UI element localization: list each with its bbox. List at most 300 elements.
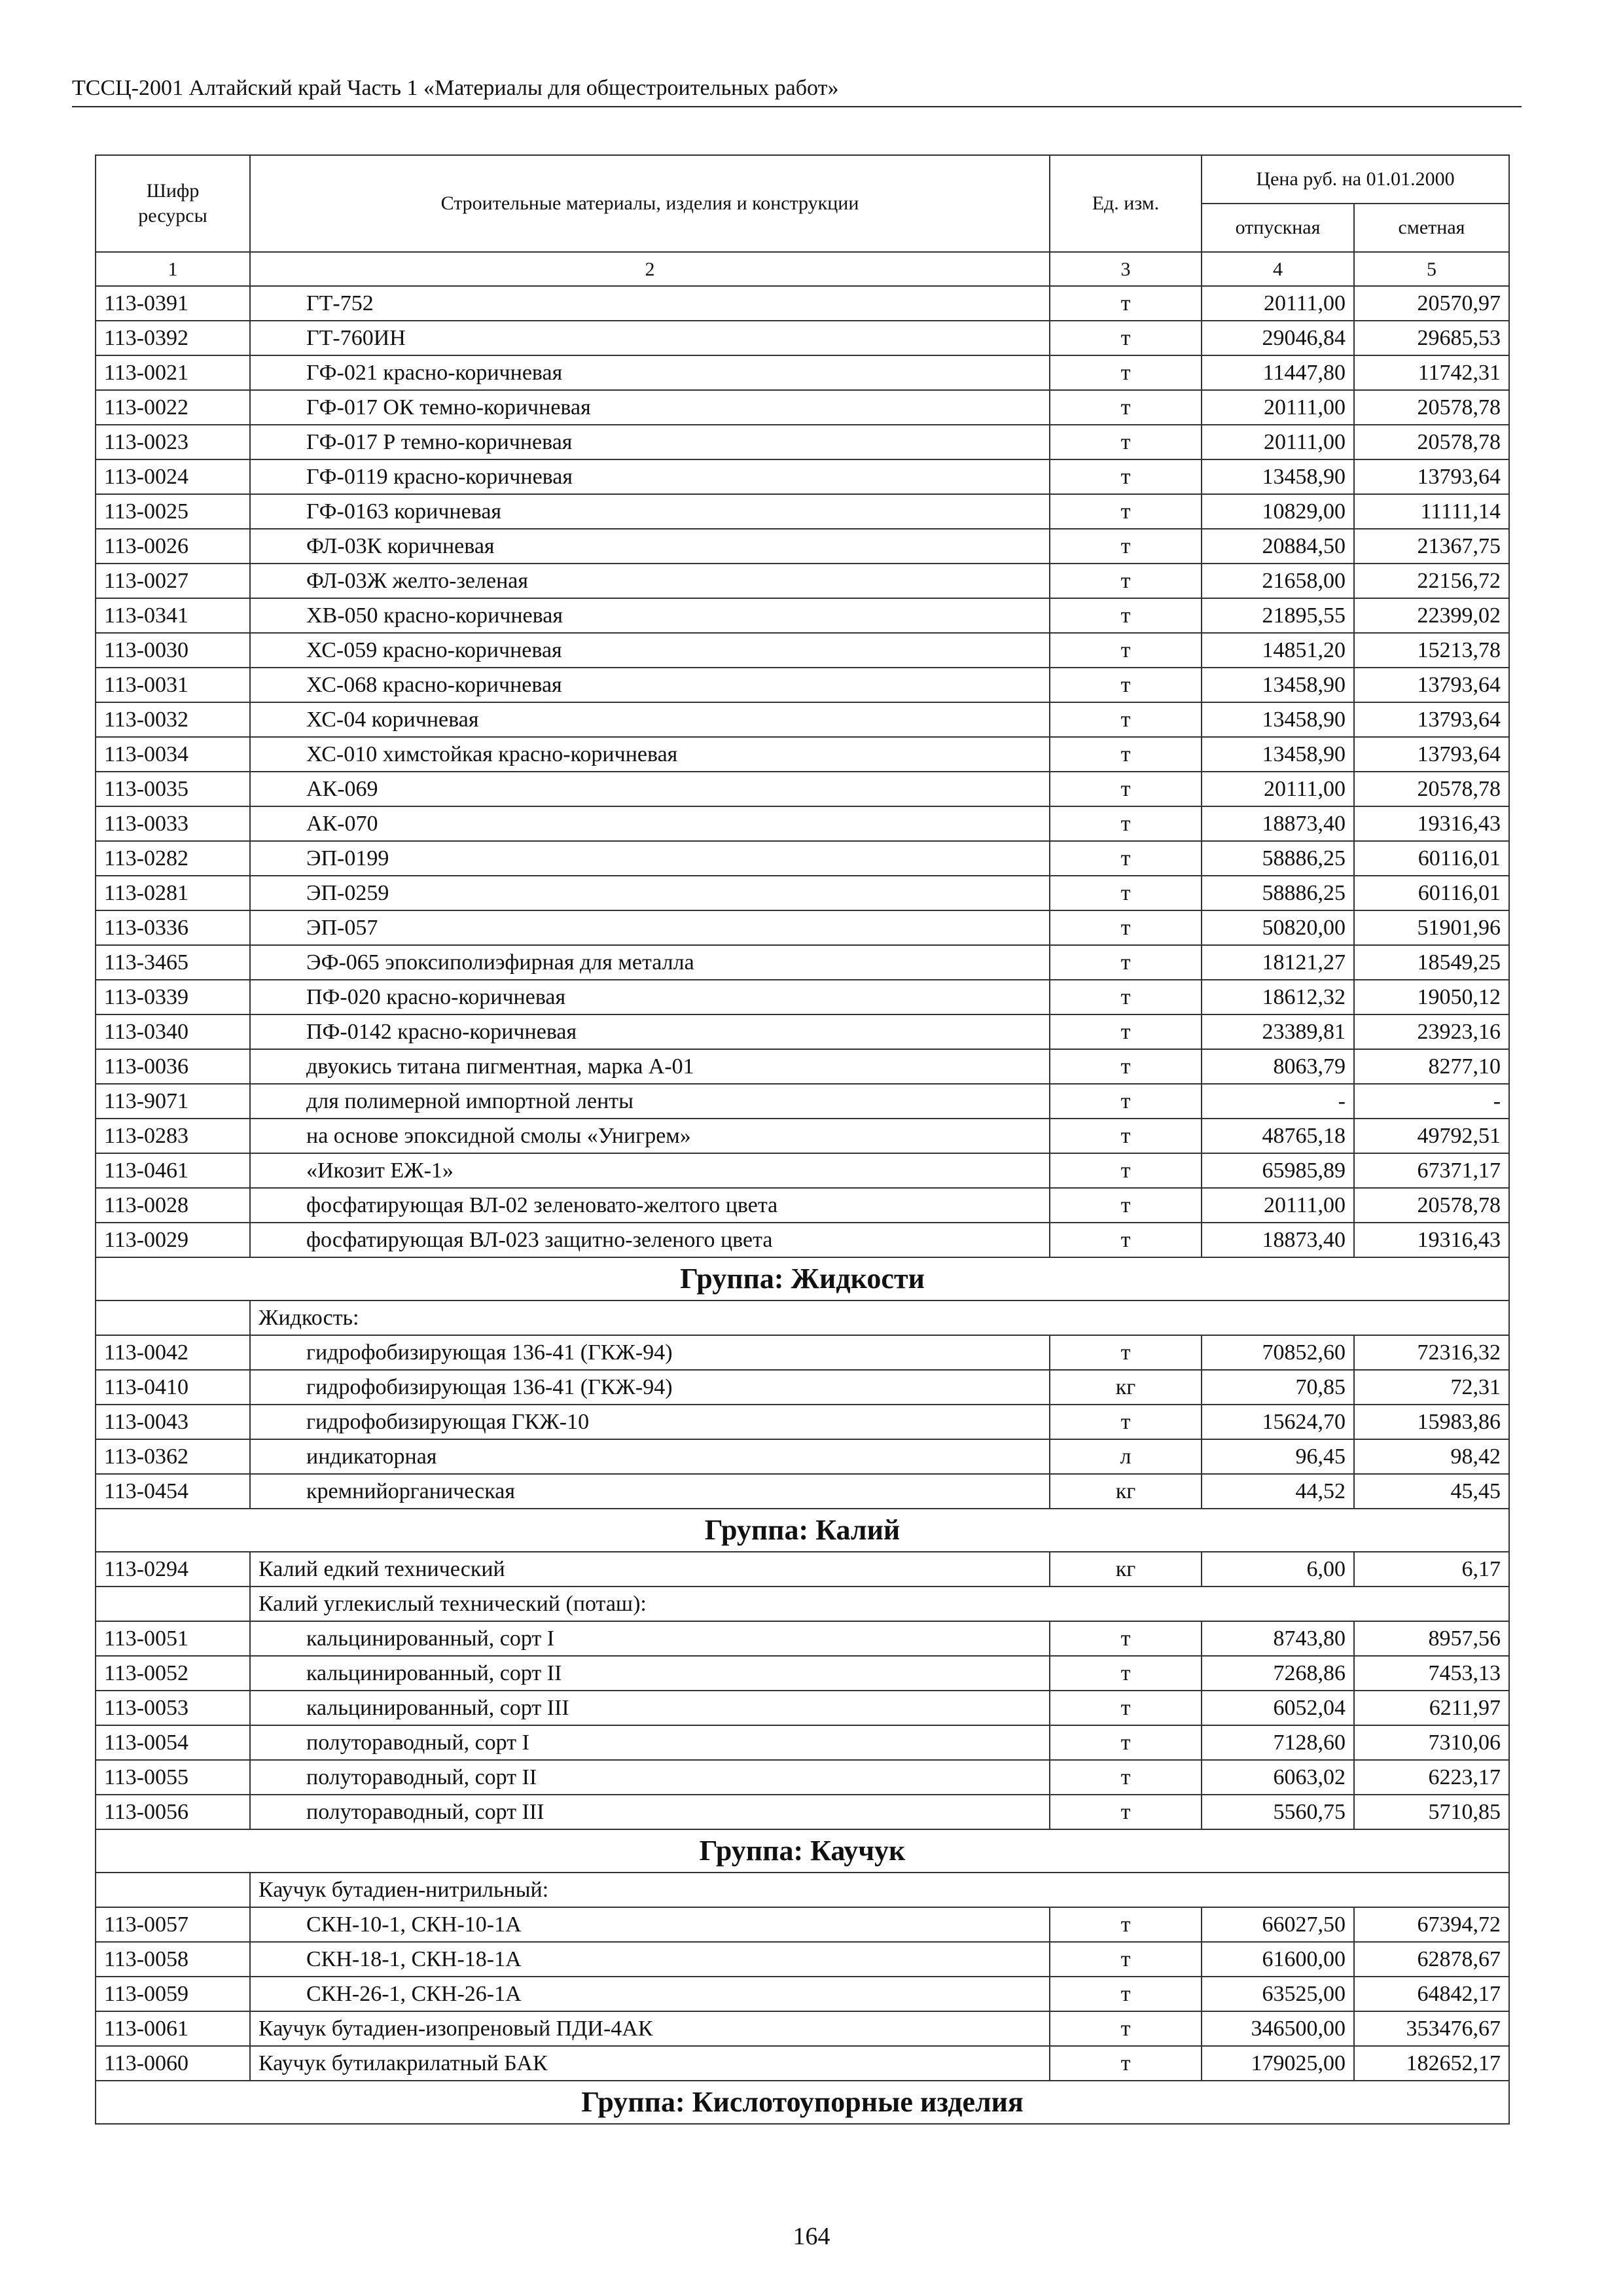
name-cell: СКН-26-1, СКН-26-1А xyxy=(250,1977,1050,2011)
code-cell: 113-3465 xyxy=(96,945,250,980)
release-price-cell: 13458,90 xyxy=(1202,459,1354,494)
release-price-cell: 20111,00 xyxy=(1202,286,1354,321)
release-price-cell: 20111,00 xyxy=(1202,772,1354,806)
table-row xyxy=(96,321,1509,355)
code-cell xyxy=(96,1873,250,1907)
table-row xyxy=(96,1725,1509,1760)
table-row xyxy=(96,945,1509,980)
name-cell: ГФ-017 Р темно-коричневая xyxy=(250,425,1050,459)
unit-cell: т xyxy=(1050,2011,1202,2046)
estimate-price-cell: 20578,78 xyxy=(1354,772,1509,806)
column-number: 5 xyxy=(1354,252,1509,286)
unit-cell: т xyxy=(1050,390,1202,425)
code-cell: 113-0055 xyxy=(96,1760,250,1795)
table-row xyxy=(96,1153,1509,1188)
name-cell: ЭФ-065 эпоксиполиэфирная для металла xyxy=(250,945,1050,980)
release-price-cell: 58886,25 xyxy=(1202,876,1354,910)
table-row xyxy=(96,980,1509,1014)
unit-cell: т xyxy=(1050,1656,1202,1691)
table-row xyxy=(96,390,1509,425)
subheading-cell: Каучук бутадиен-нитрильный: xyxy=(250,1873,1509,1907)
header-price: Цена руб. на 01.01.2000 xyxy=(1202,155,1509,204)
release-price-cell: 13458,90 xyxy=(1202,702,1354,737)
code-cell: 113-0362 xyxy=(96,1439,250,1474)
subheading-row xyxy=(96,1873,1509,1907)
unit-cell: т xyxy=(1050,355,1202,390)
name-cell: для полимерной импортной ленты xyxy=(250,1084,1050,1119)
table-row xyxy=(96,1621,1509,1656)
estimate-price-cell: 23923,16 xyxy=(1354,1014,1509,1049)
name-cell: ГФ-021 красно-коричневая xyxy=(250,355,1050,390)
release-price-cell: 8743,80 xyxy=(1202,1621,1354,1656)
unit-cell: т xyxy=(1050,1760,1202,1795)
release-price-cell: 29046,84 xyxy=(1202,321,1354,355)
code-cell: 113-0339 xyxy=(96,980,250,1014)
name-cell: СКН-18-1, СКН-18-1А xyxy=(250,1942,1050,1977)
estimate-price-cell: 67371,17 xyxy=(1354,1153,1509,1188)
unit-cell: т xyxy=(1050,1014,1202,1049)
estimate-price-cell: 13793,64 xyxy=(1354,737,1509,772)
name-cell: двуокись титана пигментная, марка А-01 xyxy=(250,1049,1050,1084)
table-row xyxy=(96,355,1509,390)
name-cell: гидрофобизирующая ГКЖ-10 xyxy=(250,1405,1050,1439)
code-cell: 113-0341 xyxy=(96,598,250,633)
name-cell: на основе эпоксидной смолы «Унигрем» xyxy=(250,1119,1050,1153)
header-unit: Ед. изм. xyxy=(1050,155,1202,252)
name-cell: полутораводный, сорт III xyxy=(250,1795,1050,1829)
unit-cell: т xyxy=(1050,564,1202,598)
release-price-cell: 70,85 xyxy=(1202,1370,1354,1405)
code-cell: 113-0025 xyxy=(96,494,250,529)
table-row xyxy=(96,529,1509,564)
release-price-cell: 179025,00 xyxy=(1202,2046,1354,2081)
release-price-cell: 18873,40 xyxy=(1202,1223,1354,1257)
unit-cell: т xyxy=(1050,1621,1202,1656)
estimate-price-cell: 67394,72 xyxy=(1354,1907,1509,1942)
code-cell: 113-0391 xyxy=(96,286,250,321)
table-row xyxy=(96,1656,1509,1691)
unit-cell: т xyxy=(1050,876,1202,910)
table-row xyxy=(96,1795,1509,1829)
table-row xyxy=(96,668,1509,702)
group-heading-row xyxy=(96,1257,1509,1300)
release-price-cell: 96,45 xyxy=(1202,1439,1354,1474)
unit-cell: т xyxy=(1050,1188,1202,1223)
estimate-price-cell: 6211,97 xyxy=(1354,1691,1509,1725)
unit-cell: т xyxy=(1050,321,1202,355)
estimate-price-cell: 11111,14 xyxy=(1354,494,1509,529)
release-price-cell: 8063,79 xyxy=(1202,1049,1354,1084)
unit-cell: т xyxy=(1050,1223,1202,1257)
code-cell: 113-0454 xyxy=(96,1474,250,1509)
subheading-cell: Калий углекислый технический (поташ): xyxy=(250,1587,1509,1621)
release-price-cell: 6063,02 xyxy=(1202,1760,1354,1795)
name-cell: полутораводный, сорт I xyxy=(250,1725,1050,1760)
unit-cell: т xyxy=(1050,668,1202,702)
unit-cell: т xyxy=(1050,2046,1202,2081)
code-cell: 113-0024 xyxy=(96,459,250,494)
code-cell: 113-0392 xyxy=(96,321,250,355)
code-cell: 113-0410 xyxy=(96,1370,250,1405)
code-cell: 113-0022 xyxy=(96,390,250,425)
unit-cell: т xyxy=(1050,1335,1202,1370)
table-row xyxy=(96,1335,1509,1370)
name-cell: фосфатирующая ВЛ-02 зеленовато-желтого цвета xyxy=(250,1188,1050,1223)
header-name: Строительные материалы, изделия и конструкции xyxy=(250,155,1050,252)
group-heading-row xyxy=(96,2081,1509,2124)
name-cell: ФЛ-03Ж желто-зеленая xyxy=(250,564,1050,598)
subheading-row xyxy=(96,1587,1509,1621)
code-cell: 113-0027 xyxy=(96,564,250,598)
column-number: 1 xyxy=(96,252,250,286)
estimate-price-cell: 13793,64 xyxy=(1354,668,1509,702)
unit-cell: т xyxy=(1050,494,1202,529)
group-heading-row xyxy=(96,1509,1509,1552)
group-heading-row xyxy=(96,1829,1509,1873)
table-body xyxy=(96,286,1509,2124)
estimate-price-cell: 7310,06 xyxy=(1354,1725,1509,1760)
name-cell: гидрофобизирующая 136-41 (ГКЖ-94) xyxy=(250,1370,1050,1405)
estimate-price-cell: 60116,01 xyxy=(1354,841,1509,876)
column-number: 2 xyxy=(250,252,1050,286)
code-cell xyxy=(96,1587,250,1621)
estimate-price-cell: 15213,78 xyxy=(1354,633,1509,668)
name-cell: Каучук бутадиен-изопреновый ПДИ-4АК xyxy=(250,2011,1050,2046)
estimate-price-cell: 19050,12 xyxy=(1354,980,1509,1014)
table-row xyxy=(96,1014,1509,1049)
code-cell: 113-0060 xyxy=(96,2046,250,2081)
estimate-price-cell: 8277,10 xyxy=(1354,1049,1509,1084)
estimate-price-cell: 20578,78 xyxy=(1354,1188,1509,1223)
estimate-price-cell: 182652,17 xyxy=(1354,2046,1509,2081)
name-cell: Каучук бутилакрилатный БАК xyxy=(250,2046,1050,2081)
table-row xyxy=(96,1907,1509,1942)
estimate-price-cell: 21367,75 xyxy=(1354,529,1509,564)
unit-cell: т xyxy=(1050,737,1202,772)
name-cell: фосфатирующая ВЛ-023 защитно-зеленого цвета xyxy=(250,1223,1050,1257)
code-cell: 113-0056 xyxy=(96,1795,250,1829)
release-price-cell: 58886,25 xyxy=(1202,841,1354,876)
estimate-price-cell: 13793,64 xyxy=(1354,702,1509,737)
name-cell: индикаторная xyxy=(250,1439,1050,1474)
name-cell: кремнийорганическая xyxy=(250,1474,1050,1509)
table-row xyxy=(96,1084,1509,1119)
column-number: 4 xyxy=(1202,252,1354,286)
header-release: отпускная xyxy=(1202,204,1354,252)
unit-cell: т xyxy=(1050,910,1202,945)
release-price-cell: 18873,40 xyxy=(1202,806,1354,841)
unit-cell: кг xyxy=(1050,1552,1202,1587)
name-cell: ХС-04 коричневая xyxy=(250,702,1050,737)
unit-cell: т xyxy=(1050,702,1202,737)
name-cell: ЭП-0199 xyxy=(250,841,1050,876)
estimate-price-cell: 20578,78 xyxy=(1354,390,1509,425)
code-cell: 113-0042 xyxy=(96,1335,250,1370)
release-price-cell: 5560,75 xyxy=(1202,1795,1354,1829)
name-cell: ГТ-760ИН xyxy=(250,321,1050,355)
column-number: 3 xyxy=(1050,252,1202,286)
table-row xyxy=(96,910,1509,945)
unit-cell: т xyxy=(1050,1942,1202,1977)
table-row xyxy=(96,1977,1509,2011)
table-row xyxy=(96,1691,1509,1725)
estimate-price-cell: 5710,85 xyxy=(1354,1795,1509,1829)
estimate-price-cell: 29685,53 xyxy=(1354,321,1509,355)
release-price-cell: 61600,00 xyxy=(1202,1942,1354,1977)
code-cell: 113-0336 xyxy=(96,910,250,945)
code-cell: 113-0035 xyxy=(96,772,250,806)
release-price-cell: 20884,50 xyxy=(1202,529,1354,564)
group-title: Группа: Жидкости xyxy=(96,1257,1509,1300)
release-price-cell: 66027,50 xyxy=(1202,1907,1354,1942)
group-title: Группа: Каучук xyxy=(96,1829,1509,1873)
name-cell: ФЛ-03К коричневая xyxy=(250,529,1050,564)
unit-cell: л xyxy=(1050,1439,1202,1474)
unit-cell: т xyxy=(1050,841,1202,876)
code-cell: 113-0052 xyxy=(96,1656,250,1691)
code-cell: 113-0023 xyxy=(96,425,250,459)
estimate-price-cell: 72,31 xyxy=(1354,1370,1509,1405)
code-cell: 113-0061 xyxy=(96,2011,250,2046)
code-cell: 113-0057 xyxy=(96,1907,250,1942)
estimate-price-cell: 22156,72 xyxy=(1354,564,1509,598)
estimate-price-cell: 13793,64 xyxy=(1354,459,1509,494)
name-cell: «Икозит ЕЖ-1» xyxy=(250,1153,1050,1188)
code-cell: 113-0340 xyxy=(96,1014,250,1049)
name-cell: ГФ-0119 красно-коричневая xyxy=(250,459,1050,494)
release-price-cell: 21895,55 xyxy=(1202,598,1354,633)
code-cell: 113-0029 xyxy=(96,1223,250,1257)
unit-cell: т xyxy=(1050,980,1202,1014)
code-cell: 113-0021 xyxy=(96,355,250,390)
unit-cell: т xyxy=(1050,459,1202,494)
code-cell: 113-0032 xyxy=(96,702,250,737)
name-cell: ЭП-0259 xyxy=(250,876,1050,910)
running-header: ТССЦ-2001 Алтайский край Часть 1 «Материалы для общестроительных работ» xyxy=(72,76,1522,107)
estimate-price-cell: 6223,17 xyxy=(1354,1760,1509,1795)
code-cell: 113-0294 xyxy=(96,1552,250,1587)
release-price-cell: 70852,60 xyxy=(1202,1335,1354,1370)
unit-cell: т xyxy=(1050,1691,1202,1725)
estimate-price-cell: 49792,51 xyxy=(1354,1119,1509,1153)
release-price-cell: 23389,81 xyxy=(1202,1014,1354,1049)
estimate-price-cell: 19316,43 xyxy=(1354,806,1509,841)
table-row xyxy=(96,1474,1509,1509)
estimate-price-cell: 98,42 xyxy=(1354,1439,1509,1474)
estimate-price-cell: 19316,43 xyxy=(1354,1223,1509,1257)
estimate-price-cell: 64842,17 xyxy=(1354,1977,1509,2011)
release-price-cell: 44,52 xyxy=(1202,1474,1354,1509)
estimate-price-cell: 8957,56 xyxy=(1354,1621,1509,1656)
table-row xyxy=(96,1552,1509,1587)
estimate-price-cell: 51901,96 xyxy=(1354,910,1509,945)
estimate-price-cell: 62878,67 xyxy=(1354,1942,1509,1977)
name-cell: ЭП-057 xyxy=(250,910,1050,945)
name-cell: СКН-10-1, СКН-10-1А xyxy=(250,1907,1050,1942)
table-row xyxy=(96,1760,1509,1795)
estimate-price-cell: 353476,67 xyxy=(1354,2011,1509,2046)
subheading-cell: Жидкость: xyxy=(250,1300,1509,1335)
page-number: 164 xyxy=(793,2223,830,2250)
release-price-cell: 14851,20 xyxy=(1202,633,1354,668)
table-row xyxy=(96,876,1509,910)
name-cell: АК-070 xyxy=(250,806,1050,841)
name-cell: кальцинированный, сорт III xyxy=(250,1691,1050,1725)
table-row xyxy=(96,564,1509,598)
unit-cell: т xyxy=(1050,1725,1202,1760)
table-row xyxy=(96,841,1509,876)
unit-cell: т xyxy=(1050,1084,1202,1119)
table-row xyxy=(96,425,1509,459)
estimate-price-cell: 20578,78 xyxy=(1354,425,1509,459)
name-cell: ХС-068 красно-коричневая xyxy=(250,668,1050,702)
release-price-cell: 18612,32 xyxy=(1202,980,1354,1014)
code-cell: 113-0030 xyxy=(96,633,250,668)
estimate-price-cell: 18549,25 xyxy=(1354,945,1509,980)
release-price-cell: 20111,00 xyxy=(1202,390,1354,425)
code-cell: 113-0283 xyxy=(96,1119,250,1153)
release-price-cell: 13458,90 xyxy=(1202,668,1354,702)
name-cell: полутораводный, сорт II xyxy=(250,1760,1050,1795)
name-cell: ПФ-020 красно-коричневая xyxy=(250,980,1050,1014)
table-row xyxy=(96,702,1509,737)
release-price-cell: 6052,04 xyxy=(1202,1691,1354,1725)
estimate-price-cell: 60116,01 xyxy=(1354,876,1509,910)
name-cell: Калий едкий технический xyxy=(250,1552,1050,1587)
unit-cell: кг xyxy=(1050,1474,1202,1509)
unit-cell: т xyxy=(1050,598,1202,633)
name-cell: кальцинированный, сорт I xyxy=(250,1621,1050,1656)
table-row xyxy=(96,2011,1509,2046)
code-cell: 113-0033 xyxy=(96,806,250,841)
unit-cell: т xyxy=(1050,945,1202,980)
release-price-cell: 48765,18 xyxy=(1202,1119,1354,1153)
table-row xyxy=(96,459,1509,494)
table-row xyxy=(96,1223,1509,1257)
header-estimate: сметная xyxy=(1354,204,1509,252)
code-cell: 113-0059 xyxy=(96,1977,250,2011)
name-cell: ПФ-0142 красно-коричневая xyxy=(250,1014,1050,1049)
code-cell: 113-0282 xyxy=(96,841,250,876)
code-cell: 113-0053 xyxy=(96,1691,250,1725)
release-price-cell: 7268,86 xyxy=(1202,1656,1354,1691)
unit-cell: т xyxy=(1050,286,1202,321)
name-cell: АК-069 xyxy=(250,772,1050,806)
unit-cell: т xyxy=(1050,772,1202,806)
table-row xyxy=(96,772,1509,806)
code-cell: 113-0054 xyxy=(96,1725,250,1760)
release-price-cell: 20111,00 xyxy=(1202,1188,1354,1223)
name-cell: гидрофобизирующая 136-41 (ГКЖ-94) xyxy=(250,1335,1050,1370)
table-row xyxy=(96,1370,1509,1405)
table-row xyxy=(96,1049,1509,1084)
estimate-price-cell: 72316,32 xyxy=(1354,1335,1509,1370)
unit-cell: т xyxy=(1050,1907,1202,1942)
table-row xyxy=(96,598,1509,633)
header-code: Шифр ресурсы xyxy=(96,155,250,252)
unit-cell: т xyxy=(1050,633,1202,668)
release-price-cell: 65985,89 xyxy=(1202,1153,1354,1188)
release-price-cell: 20111,00 xyxy=(1202,425,1354,459)
unit-cell: т xyxy=(1050,806,1202,841)
release-price-cell: 18121,27 xyxy=(1202,945,1354,980)
estimate-price-cell: 22399,02 xyxy=(1354,598,1509,633)
unit-cell: т xyxy=(1050,529,1202,564)
release-price-cell: 15624,70 xyxy=(1202,1405,1354,1439)
release-price-cell: 7128,60 xyxy=(1202,1725,1354,1760)
name-cell: ХС-010 химстойкая красно-коричневая xyxy=(250,737,1050,772)
subheading-row xyxy=(96,1300,1509,1335)
unit-cell: т xyxy=(1050,425,1202,459)
unit-cell: т xyxy=(1050,1405,1202,1439)
name-cell: ГФ-0163 коричневая xyxy=(250,494,1050,529)
name-cell: ГТ-752 xyxy=(250,286,1050,321)
unit-cell: кг xyxy=(1050,1370,1202,1405)
estimate-price-cell: - xyxy=(1354,1084,1509,1119)
name-cell: ГФ-017 ОК темно-коричневая xyxy=(250,390,1050,425)
release-price-cell: 346500,00 xyxy=(1202,2011,1354,2046)
estimate-price-cell: 45,45 xyxy=(1354,1474,1509,1509)
release-price-cell: 50820,00 xyxy=(1202,910,1354,945)
table-row xyxy=(96,1405,1509,1439)
table-row xyxy=(96,1942,1509,1977)
table-row xyxy=(96,1119,1509,1153)
release-price-cell: - xyxy=(1202,1084,1354,1119)
unit-cell: т xyxy=(1050,1795,1202,1829)
code-cell: 113-0028 xyxy=(96,1188,250,1223)
unit-cell: т xyxy=(1050,1153,1202,1188)
release-price-cell: 13458,90 xyxy=(1202,737,1354,772)
code-cell: 113-0036 xyxy=(96,1049,250,1084)
unit-cell: т xyxy=(1050,1049,1202,1084)
code-cell: 113-0281 xyxy=(96,876,250,910)
table-row xyxy=(96,494,1509,529)
release-price-cell: 63525,00 xyxy=(1202,1977,1354,2011)
code-cell: 113-0058 xyxy=(96,1942,250,1977)
estimate-price-cell: 15983,86 xyxy=(1354,1405,1509,1439)
unit-cell: т xyxy=(1050,1977,1202,2011)
code-cell: 113-0461 xyxy=(96,1153,250,1188)
name-cell: ХС-059 красно-коричневая xyxy=(250,633,1050,668)
code-cell: 113-0026 xyxy=(96,529,250,564)
unit-cell: т xyxy=(1050,1119,1202,1153)
code-cell xyxy=(96,1300,250,1335)
code-cell: 113-0043 xyxy=(96,1405,250,1439)
group-title: Группа: Кислотоупорные изделия xyxy=(96,2081,1509,2124)
name-cell: ХВ-050 красно-коричневая xyxy=(250,598,1050,633)
name-cell: кальцинированный, сорт II xyxy=(250,1656,1050,1691)
price-table xyxy=(95,154,1510,2125)
code-cell: 113-0034 xyxy=(96,737,250,772)
estimate-price-cell: 20570,97 xyxy=(1354,286,1509,321)
release-price-cell: 11447,80 xyxy=(1202,355,1354,390)
release-price-cell: 21658,00 xyxy=(1202,564,1354,598)
table-row xyxy=(96,2046,1509,2081)
group-title: Группа: Калий xyxy=(96,1509,1509,1552)
code-cell: 113-0031 xyxy=(96,668,250,702)
table-row xyxy=(96,737,1509,772)
table-row xyxy=(96,286,1509,321)
table-row xyxy=(96,1439,1509,1474)
table-row xyxy=(96,633,1509,668)
release-price-cell: 10829,00 xyxy=(1202,494,1354,529)
estimate-price-cell: 11742,31 xyxy=(1354,355,1509,390)
release-price-cell: 6,00 xyxy=(1202,1552,1354,1587)
code-cell: 113-9071 xyxy=(96,1084,250,1119)
estimate-price-cell: 7453,13 xyxy=(1354,1656,1509,1691)
table-row xyxy=(96,1188,1509,1223)
code-cell: 113-0051 xyxy=(96,1621,250,1656)
